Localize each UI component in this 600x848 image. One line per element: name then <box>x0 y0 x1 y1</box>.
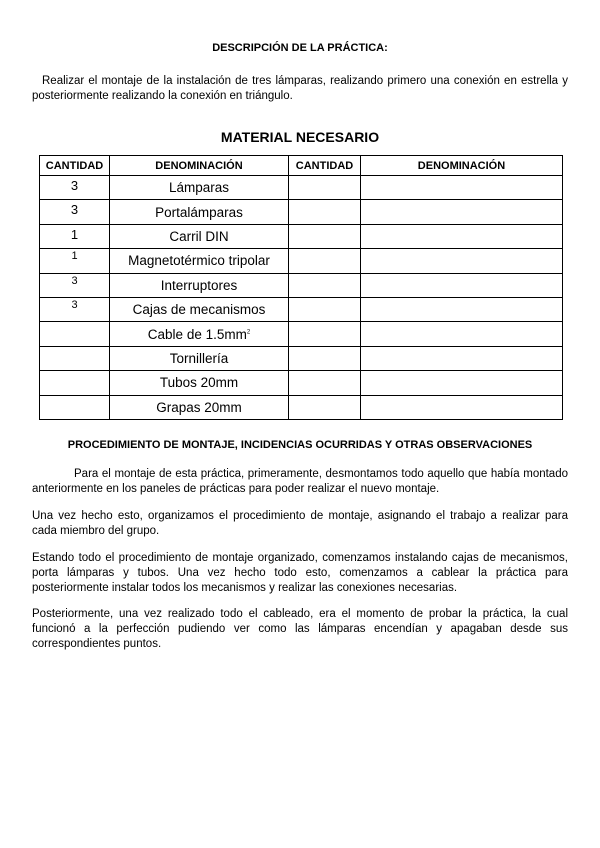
description-text: Realizar el montaje de la instalación de tres lámparas, realizando primero una conexión en estrella y posteriormente realizando la conexión en triángulo. <box>32 75 568 102</box>
empty-cell <box>289 322 361 346</box>
table-row <box>40 273 563 297</box>
table-row <box>40 176 563 200</box>
empty-cell <box>289 371 361 395</box>
table-row <box>40 200 563 224</box>
denomination-cell: Tubos 20mm <box>110 371 289 395</box>
material-table <box>39 155 563 420</box>
quantity-cell: 3 <box>40 176 110 200</box>
table-row <box>40 371 563 395</box>
empty-cell <box>361 273 563 297</box>
empty-cell <box>361 249 563 273</box>
denomination-cell: Portalámparas <box>110 200 289 224</box>
empty-cell <box>361 200 563 224</box>
denomination-cell: Tornillería <box>110 346 289 370</box>
empty-cell <box>289 176 361 200</box>
header-denomination-1: DENOMINACIÓN <box>110 156 289 176</box>
empty-cell <box>289 249 361 273</box>
table-row <box>40 224 563 248</box>
description-title: DESCRIPCIÓN DE LA PRÁCTICA: <box>212 42 388 54</box>
header-quantity-2: CANTIDAD <box>289 156 361 176</box>
quantity-cell <box>40 322 110 346</box>
superscript-text: 2 <box>246 329 251 336</box>
procedure-paragraph: Para el montaje de esta práctica, primeramente, desmontamos todo aquello que había montado anteriormente en los paneles de prácticas para poder realizar el nuevo montaje. <box>32 468 568 495</box>
denomination-cell: Carril DIN <box>110 224 289 248</box>
procedure-title: PROCEDIMIENTO DE MONTAJE, INCIDENCIAS OCURRIDAS Y OTRAS OBSERVACIONES <box>67 439 533 451</box>
denomination-cell: Lámparas <box>110 176 289 200</box>
denomination-cell: Magnetotérmico tripolar <box>110 249 289 273</box>
quantity-cell: 3 <box>40 297 110 321</box>
empty-cell <box>289 297 361 321</box>
empty-cell <box>361 395 563 419</box>
empty-cell <box>361 176 563 200</box>
quantity-cell: 1 <box>40 249 110 273</box>
empty-cell <box>361 371 563 395</box>
denomination-cell: Interruptores <box>110 273 289 297</box>
quantity-cell: 1 <box>40 224 110 248</box>
quantity-cell <box>40 371 110 395</box>
empty-cell <box>361 224 563 248</box>
empty-cell <box>361 322 563 346</box>
quantity-cell: 3 <box>40 273 110 297</box>
header-quantity-1: CANTIDAD <box>40 156 110 176</box>
header-denomination-2: DENOMINACIÓN <box>361 156 563 176</box>
procedure-paragraph: Una vez hecho esto, organizamos el procedimiento de montaje, asignando el trabajo a realizar para cada miembro del grupo. <box>32 510 568 537</box>
table-row <box>40 297 563 321</box>
table-row <box>40 249 563 273</box>
empty-cell <box>289 224 361 248</box>
empty-cell <box>361 346 563 370</box>
empty-cell <box>361 297 563 321</box>
table-row <box>40 395 563 419</box>
empty-cell <box>289 346 361 370</box>
empty-cell <box>289 200 361 224</box>
empty-cell <box>289 395 361 419</box>
table-row <box>40 346 563 370</box>
quantity-cell <box>40 395 110 419</box>
denomination-text: Cable de 1.5mm <box>147 326 247 342</box>
quantity-cell <box>40 346 110 370</box>
denomination-cell: Cajas de mecanismos <box>110 297 289 321</box>
material-title: MATERIAL NECESARIO <box>220 129 380 145</box>
quantity-cell: 3 <box>40 200 110 224</box>
procedure-paragraph: Estando todo el procedimiento de montaje organizado, comenzamos instalando cajas de mecanismos, porta lámparas y tubos. Una vez hecho todo esto, comenzamos a cablear la práctica para posteriormente instalar todos los mecanismos y realizar las conexiones necesarias. <box>32 552 568 594</box>
denomination-cell: Grapas 20mm <box>110 395 289 419</box>
empty-cell <box>289 273 361 297</box>
table-row <box>40 322 563 346</box>
procedure-paragraph: Posteriormente, una vez realizado todo el cableado, era el momento de probar la práctica, la cual funcionó a la perfección pudiendo ver como las lámparas encendían y apagaban desde sus correspondientes puntos. <box>32 608 568 650</box>
denomination-cell <box>110 322 289 346</box>
table-header-row <box>40 156 563 176</box>
